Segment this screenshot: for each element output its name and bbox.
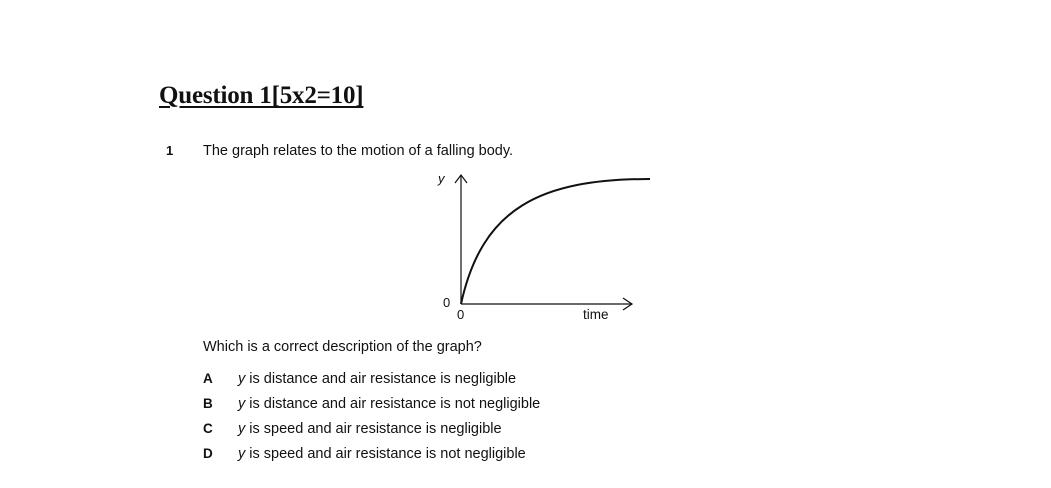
option-variable: y [238, 371, 246, 387]
option-variable: y [238, 421, 246, 437]
option-description: is distance and air resistance is negligible [249, 371, 517, 387]
option-description: is speed and air resistance is not negligible [249, 446, 526, 462]
y-axis-label: y [438, 171, 445, 186]
option-description: is speed and air resistance is negligible [249, 421, 502, 437]
question-stem: The graph relates to the motion of a falling body. [203, 143, 514, 159]
question-heading: Question 1[5x2=10] [159, 82, 364, 109]
option-letter: C [203, 421, 213, 436]
question-number: 1 [166, 143, 174, 158]
option-text [238, 446, 526, 462]
option-text [238, 396, 540, 412]
x-origin-label: 0 [457, 307, 465, 322]
motion-graph [420, 166, 660, 331]
option-text [238, 421, 502, 437]
option-variable: y [238, 396, 246, 412]
option-text [238, 371, 516, 387]
x-axis-label: time [583, 307, 609, 322]
graph-curve [461, 179, 650, 304]
option-letter: B [203, 396, 213, 411]
option-variable: y [238, 446, 246, 462]
y-origin-label: 0 [443, 295, 451, 310]
option-letter: A [203, 371, 213, 386]
question-prompt: Which is a correct description of the graph? [203, 339, 482, 355]
option-letter: D [203, 446, 213, 461]
option-description: is distance and air resistance is not negligible [249, 396, 541, 412]
